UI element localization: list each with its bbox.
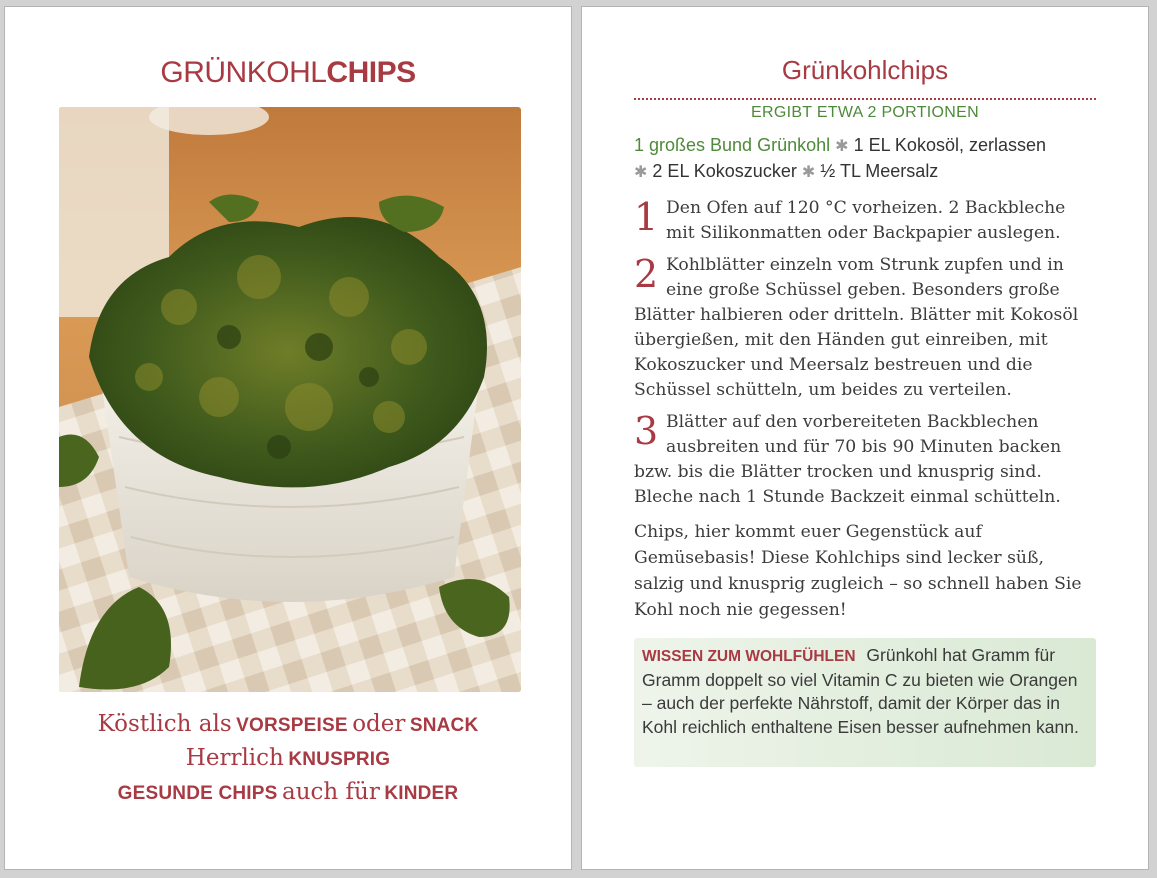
separator-icon: ✱ [835,138,849,155]
tagline-text: Herrlich [185,745,284,771]
tagline-line-2 [5,741,571,775]
tagline-caps: GESUNDE CHIPS [117,783,278,804]
info-box [634,638,1096,767]
tagline-caps: VORSPEISE [236,715,348,736]
step-number: 3 [634,409,659,453]
recipe-card-front [4,6,572,870]
tagline-text: Köstlich als [97,711,232,737]
ingredients-list [634,133,1104,185]
kale-chips-photo [59,107,521,692]
tagline-line-1 [5,707,571,741]
separator-icon: ✱ [634,164,648,181]
info-text: Grünkohl hat Gramm für Gramm doppelt so viel Vitamin C zu bieten wie Orangen – auch der perfekte Nährstoff, damit der Körper das in Kohl reichlich enthaltene Eisen besser aufnehmen kann. [642,645,1079,737]
tagline-caps: SNACK [409,715,479,736]
dotted-divider [634,98,1096,100]
step-text: Kohlblätter einzeln vom Strunk zupfen und in eine große Schüssel geben. Besonders große Blätter halbieren oder dritteln. Blätter mit Kokosöl übergießen, mit den Händen gut einreiben, mit Kokoszucker und Meersalz bestreuen und die Schüssel schütteln, um beides zu verteilen. [634,255,1079,400]
tagline-line-3 [5,775,571,809]
tagline-text: oder [352,711,406,737]
title-bold: CHIPS [326,56,416,89]
step-number: 2 [634,252,659,296]
recipe-card-back [581,6,1149,870]
title-thin: GRÜNKOHL [160,56,327,89]
step-3 [634,410,1096,510]
tagline-text: auch für [282,779,380,805]
servings: ERGIBT ETWA 2 PORTIONEN [751,104,979,121]
card-title [5,55,571,91]
info-label: WISSEN ZUM WOHLFÜHLEN [642,648,856,665]
step-text: Blätter auf den vorbereiteten Backblechen ausbreiten und für 70 bis 90 Minuten backen bzw. bis die Blätter trocken und knusprig sind. Bleche nach 1 Stunde Backzeit einmal schütteln. [634,412,1062,507]
step-1 [634,196,1096,246]
tagline-caps: KNUSPRIG [288,749,391,770]
tagline-caps: KINDER [384,783,459,804]
step-number: 1 [634,195,659,239]
recipe-title: Grünkohlchips [781,55,949,85]
intro-text: Chips, hier kommt euer Gegenstück auf Gemüsebasis! Diese Kohlchips sind lecker süß, salzig und knusprig zugleich – so schnell haben Sie Kohl noch nie gegessen! [634,522,1082,620]
ingredient-2: 1 EL Kokosöl, zerlassen [853,135,1046,155]
ingredient-4: ½ TL Meersalz [820,161,939,181]
step-text: Den Ofen auf 120 °C vorheizen. 2 Backbleche mit Silikonmatten oder Backpapier auslegen. [666,198,1066,243]
separator-icon: ✱ [801,164,816,181]
step-2 [634,253,1096,403]
ingredient-3: 2 EL Kokoszucker [652,161,797,181]
ingredient-1: 1 großes Bund Grünkohl [634,135,831,155]
